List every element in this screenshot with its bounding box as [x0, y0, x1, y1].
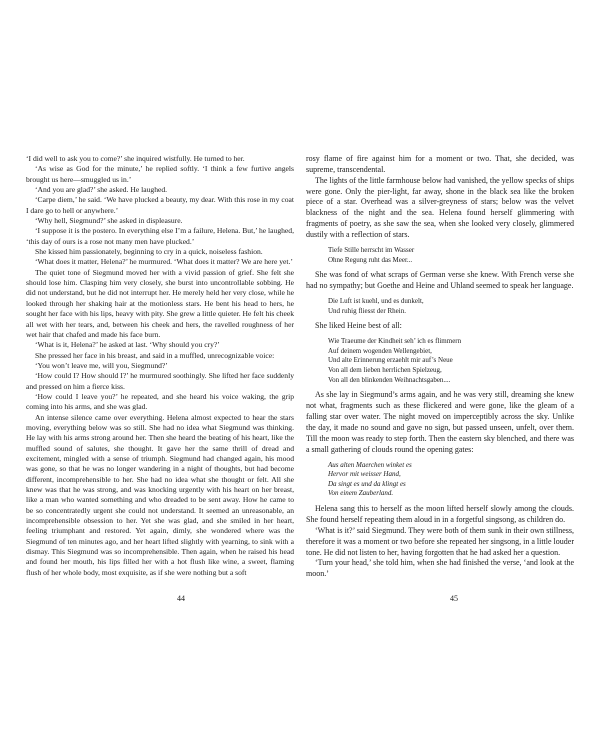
- verse-line: Auf deinem wogenden Wellengebiet,: [328, 346, 432, 355]
- left-paragraph-6: ‘I suppose it is the postero. In everything else I’m a failure, Helena. But,’ he laughed, ‘this day of ours is a rose not many men have plucked.’: [26, 226, 294, 246]
- right-paragraph-1: rosy flame of fire against him for a moment or two. That, she decided, was supreme, transcendental.: [306, 154, 574, 174]
- left-paragraph-11: She pressed her face in his breast, and said in a muffled, unrecognizable voice:: [35, 350, 275, 360]
- left-paragraph-7: She kissed him passionately, beginning to cry in a quick, noiseless fashion.: [35, 247, 263, 257]
- right-paragraph-7: ‘What is it?’ said Siegmund. They were both of them sunk in their own stillness, therefore it was a moment or two before she repeated her singsong, in a little louder tone. He did not listen to her, having forgotten that he had asked her a question.: [306, 525, 574, 557]
- left-paragraph-8: ‘What does it matter, Helena?’ he murmured. ‘What does it matter? We are here yet.’: [35, 257, 293, 267]
- verse-line: Von all den blinkenden Weihnachtsgaben....: [328, 375, 451, 384]
- right-page: [306, 154, 574, 580]
- left-paragraph-4: ‘Carpe diem,’ he said. ‘We have plucked a beauty, my dear. With this rose in my coat I dare go to hell or anywhere.’: [26, 195, 294, 215]
- verse-line: Aus alten Maerchen winket es: [328, 460, 412, 469]
- verse-line: Und ruhig fliesst der Rhein.: [328, 306, 406, 315]
- verse-block-2: [328, 297, 574, 316]
- verse-line: Da singt es und da klingt es: [328, 479, 406, 488]
- left-paragraph-3: ‘And you are glad?’ she asked. He laughed.: [35, 185, 168, 195]
- right-paragraph-4: She liked Heine best of all:: [315, 321, 402, 331]
- verse-line: Wie Traeume der Kindheit seh’ ich es flimmern: [328, 337, 462, 346]
- page-number-right: 45: [450, 594, 458, 603]
- left-paragraph-5: ‘Why hell, Siegmund?’ she asked in displeasure.: [35, 216, 183, 226]
- left-paragraph-9: The quiet tone of Siegmund moved her with a vivid passion of grief. She felt she should lose him. Clasping him very closely, she burst into uncontrollable sobbing. He did not understand, but he did not interrupt her. He merely held her very close, while he looked through her shaking hair at the motionless stars. He bent his head to hers, he sought her face with his lips, heavy with pity. She grew a little quieter. He felt his cheek all wet with her tears, and, between his cheek and hers, the ravelled roughness of her wet hair that chafed and made his face burn.: [26, 267, 294, 339]
- verse-block-1: [328, 246, 574, 265]
- right-paragraph-2: The lights of the little farmhouse below had vanished, the yellow specks of ships were gone. Only the pier-light, far away, shone in the black sea like the broken piece of a star. Overhead was a silver-greyness of stars; below was the velvet blackness of the night and the sea. Helena found herself glimmering with fragments of poetry, as she saw the sea, when she looked very closely, glimmered dustily with a reflection of stars.: [306, 175, 574, 240]
- verse-line: Die Luft ist kuehl, und es dunkelt,: [328, 296, 424, 305]
- left-paragraph-12: ‘You won’t leave me, will you, Siegmund?’: [35, 360, 168, 370]
- verse-line: Von einem Zauberland.: [328, 489, 394, 498]
- right-paragraph-5: As she lay in Siegmund’s arms again, and he was very still, dreaming she knew not what, fragments such as these flickered and were gone, like the gleam of a falling star over water. The night moved on imperceptibly across the sky. Unlike the day, it made no sound and gave no sign, but passed unseen, unfelt, over them. Till the moon was ready to step forth. Then the eastern sky blenched, and there was a small gathering of clouds round the opening gates:: [306, 390, 574, 454]
- verse-block-4: [328, 461, 574, 500]
- page-number-left: 44: [177, 594, 185, 603]
- verse-line: Und alte Erinnerung erzaehlt mir auf’s Neue: [328, 356, 453, 365]
- left-paragraph-13: ‘How could I? How should I?’ he murmured soothingly. She lifted her face suddenly and pressed on him a fierce kiss.: [26, 371, 294, 391]
- verse-block-3: [328, 337, 574, 385]
- verse-line: Von all dem lieben herrlichen Spielzeug,: [328, 366, 442, 375]
- left-page: [26, 154, 294, 578]
- left-paragraph-1: ‘I did well to ask you to come?’ she inquired wistfully. He turned to her.: [26, 154, 245, 163]
- right-paragraph-6: Helena sang this to herself as the moon lifted herself slowly among the clouds. She found herself repeating them aloud in in a forgetful singsong, as children do.: [306, 504, 574, 524]
- verse-line: Ohne Regung ruht das Meer...: [328, 255, 413, 264]
- right-paragraph-8: ‘Turn your head,’ she told him, when she had finished the verse, ‘and look at the moon.’: [306, 558, 574, 579]
- left-paragraph-2: ‘As wise as God for the minute,’ he replied softly. ‘I think a few furtive angels brought us here—smuggled us in.’: [26, 164, 294, 184]
- left-paragraph-15: An intense silence came over everything. Helena almost expected to hear the stars moving, everything below was so still. She had no idea what Siegmund was thinking. He lay with his arms strong around her. Then she heard the beating of his heart, like the muffled sound of salutes, she thought. It gave her the same thrill of dread and excitement, mingled with a sense of triumph. Siegmund had changed again, his mood was gone, so that he was no longer wandering in a night of thoughts, but had become different, incomprehensible to her. She had no idea what she thought or felt. All she knew was that he was strong, and was knocking urgently with his heart on her breast, like a man who wanted something and who dreaded to be sent away. How he came to be so concentratedly urgent she could not understand. It seemed an unreasonable, an incomprehensible obsession to her. Yet she was glad, and she smiled in her heart, feeling triumphant and restored. Yet again, dimly, she wondered where was the Siegmund of ten minutes ago, and her heart lifted slightly with yearning, to sink with a dismay. This Siegmund was so incomprehensible. Then again, when he raised his head and found her mouth, his lips filled her with a hot flush like wine, a sweet, flaming flush of her whole body, most exquisite, as if she were nothing but a soft: [26, 412, 294, 577]
- verse-line: Hervor mit weisser Hand,: [328, 470, 401, 479]
- right-paragraph-3: She was fond of what scraps of German verse she knew. With French verse she had no sympathy; but Goethe and Heine and Uhland seemed to speak her language.: [306, 270, 574, 291]
- left-paragraph-10: ‘What is it, Helena?’ he asked at last. ‘Why should you cry?’: [35, 340, 220, 350]
- left-paragraph-14: ‘How could I leave you?’ he repeated, and she heard his voice waking, the grip coming into his arms, and she was glad.: [26, 391, 294, 412]
- verse-line: Tiefe Stille herrscht im Wasser: [328, 245, 415, 254]
